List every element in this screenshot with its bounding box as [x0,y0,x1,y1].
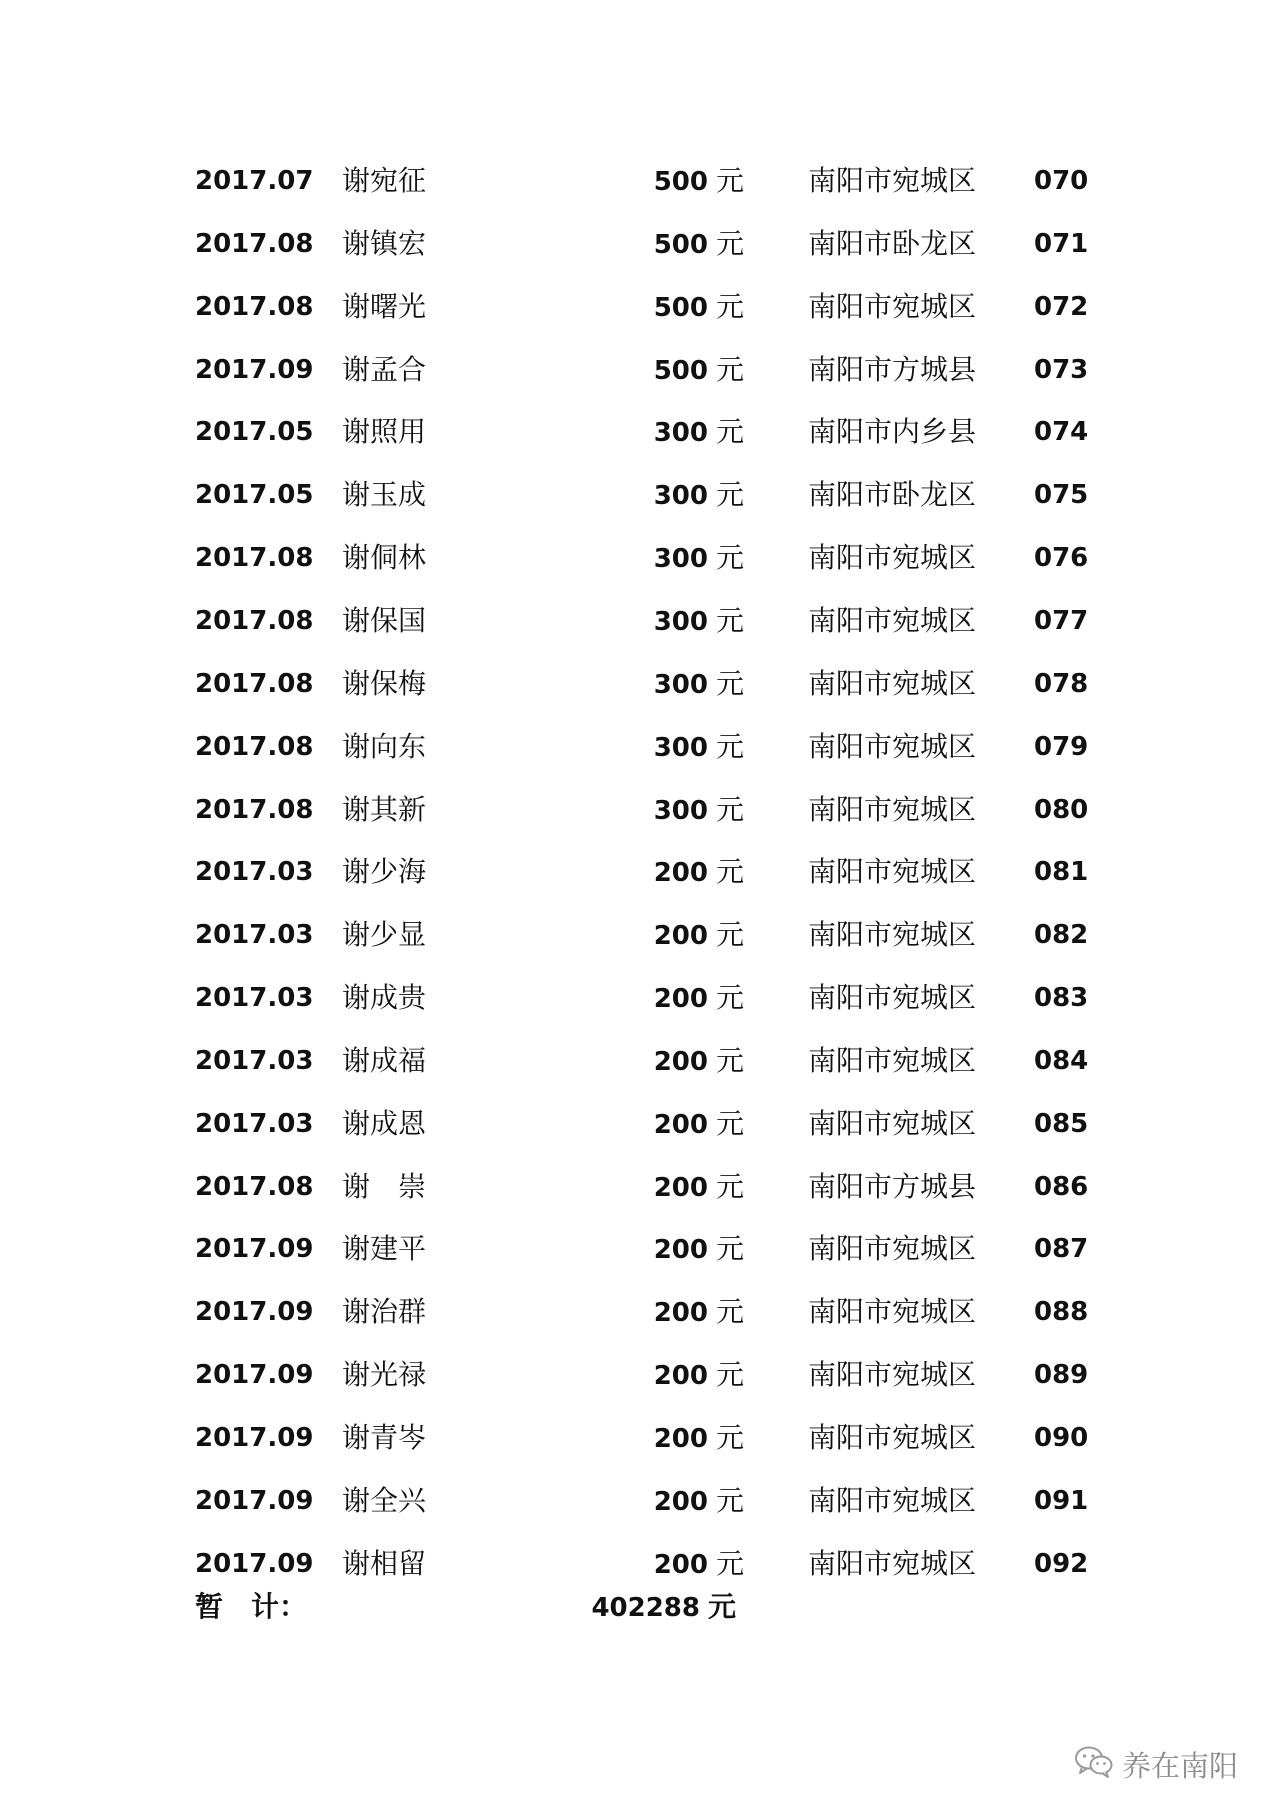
row-amount [560,1041,744,1082]
row-name: 谢建平 [342,1232,427,1265]
row-amount-unit: 元 [715,604,744,637]
row-place: 南阳市方城县 [808,353,977,386]
table-row [0,1481,1280,1521]
table-row [0,224,1280,264]
row-place: 南阳市宛城区 [808,1107,977,1140]
row-place: 南阳市卧龙区 [808,227,977,260]
table-row [0,1355,1280,1395]
row-name: 谢少显 [342,918,427,951]
row-place: 南阳市宛城区 [808,1484,977,1517]
row-amount [560,475,744,516]
row-name: 谢光禄 [342,1358,427,1391]
table-row [0,1167,1280,1207]
row-code: 089 [1034,1360,1089,1390]
row-code: 072 [1034,292,1089,322]
row-date: 2017.08 [195,795,314,825]
row-date: 2017.03 [195,1046,314,1076]
row-place: 南阳市宛城区 [808,164,977,197]
table-row [0,1041,1280,1081]
row-name: 谢成福 [342,1044,427,1077]
row-amount [560,915,744,956]
row-amount-unit: 元 [715,164,744,197]
row-amount-value: 200 [653,984,708,1014]
table-row [0,978,1280,1018]
row-code: 076 [1034,543,1089,573]
row-amount-unit: 元 [715,1170,744,1203]
row-amount-unit: 元 [715,1107,744,1140]
table-row [0,538,1280,578]
row-date: 2017.03 [195,920,314,950]
total-label: 暂 计： [195,1590,308,1623]
row-amount-unit: 元 [715,1232,744,1265]
row-date: 2017.09 [195,1486,314,1516]
row-place: 南阳市宛城区 [808,667,977,700]
row-amount-unit: 元 [715,290,744,323]
row-name: 谢玉成 [342,478,427,511]
total-amount [560,1587,736,1628]
table-row [0,852,1280,892]
row-code: 091 [1034,1486,1089,1516]
row-date: 2017.09 [195,1234,314,1264]
row-date: 2017.09 [195,355,314,385]
row-code: 078 [1034,669,1089,699]
row-date: 2017.07 [195,166,314,196]
table-row [0,664,1280,704]
row-amount [560,1418,744,1459]
row-place: 南阳市卧龙区 [808,478,977,511]
row-date: 2017.09 [195,1549,314,1579]
row-code: 088 [1034,1297,1089,1327]
row-amount-value: 500 [653,230,708,260]
wechat-icon [1074,1745,1114,1783]
row-amount-value: 200 [653,1173,708,1203]
row-amount-unit: 元 [715,793,744,826]
total-row [0,1587,1280,1627]
row-code: 083 [1034,983,1089,1013]
row-name: 谢保梅 [342,667,427,700]
row-date: 2017.08 [195,732,314,762]
row-code: 070 [1034,166,1089,196]
table-row [0,727,1280,767]
row-place: 南阳市宛城区 [808,1232,977,1265]
row-code: 080 [1034,795,1089,825]
row-amount-unit: 元 [715,1547,744,1580]
row-amount-value: 300 [653,670,708,700]
row-amount-value: 200 [653,1550,708,1580]
row-date: 2017.09 [195,1360,314,1390]
row-date: 2017.03 [195,1109,314,1139]
row-amount-unit: 元 [715,981,744,1014]
row-place: 南阳市宛城区 [808,541,977,574]
row-amount [560,1355,744,1396]
table-row [0,1104,1280,1144]
row-date: 2017.03 [195,857,314,887]
row-code: 074 [1034,417,1089,447]
row-code: 081 [1034,857,1089,887]
row-name: 谢镇宏 [342,227,427,260]
row-place: 南阳市宛城区 [808,730,977,763]
row-amount-unit: 元 [715,353,744,386]
row-amount [560,224,744,265]
row-code: 092 [1034,1549,1089,1579]
row-amount-value: 200 [653,921,708,951]
table-row [0,915,1280,955]
row-amount [560,1104,744,1145]
row-name: 谢向东 [342,730,427,763]
row-name: 谢其新 [342,793,427,826]
row-amount-unit: 元 [715,730,744,763]
row-amount [560,1167,744,1208]
row-date: 2017.05 [195,417,314,447]
row-amount [560,161,744,202]
row-place: 南阳市宛城区 [808,793,977,826]
row-date: 2017.03 [195,983,314,1013]
row-code: 077 [1034,606,1089,636]
row-name: 谢青岑 [342,1421,427,1454]
row-code: 090 [1034,1423,1089,1453]
row-code: 073 [1034,355,1089,385]
table-row [0,412,1280,452]
row-name: 谢相留 [342,1547,427,1580]
table-row [0,1418,1280,1458]
row-amount [560,1544,744,1585]
row-code: 084 [1034,1046,1089,1076]
watermark-text: 养在南阳 [1122,1748,1239,1783]
row-amount-value: 200 [653,1487,708,1517]
row-amount-unit: 元 [715,227,744,260]
row-amount-unit: 元 [715,541,744,574]
table-row [0,1544,1280,1584]
row-date: 2017.08 [195,229,314,259]
row-date: 2017.09 [195,1297,314,1327]
row-amount-value: 300 [653,796,708,826]
row-name: 谢治群 [342,1295,427,1328]
row-code: 082 [1034,920,1089,950]
row-amount [560,412,744,453]
total-amount-value: 402288 [591,1593,700,1623]
row-amount-value: 200 [653,1298,708,1328]
row-amount [560,664,744,705]
row-amount-unit: 元 [715,1295,744,1328]
row-code: 075 [1034,480,1089,510]
table-row [0,350,1280,390]
table-row [0,1292,1280,1332]
row-amount-value: 300 [653,544,708,574]
row-amount [560,727,744,768]
row-place: 南阳市宛城区 [808,855,977,888]
row-amount-value: 500 [653,293,708,323]
table-row [0,601,1280,641]
row-amount-value: 300 [653,607,708,637]
table-row [0,1229,1280,1269]
row-amount [560,1229,744,1270]
row-amount-value: 500 [653,167,708,197]
row-place: 南阳市宛城区 [808,1358,977,1391]
row-amount-value: 200 [653,1110,708,1140]
row-name: 谢少海 [342,855,427,888]
row-amount-unit: 元 [715,1484,744,1517]
table-row [0,790,1280,830]
row-date: 2017.08 [195,543,314,573]
row-date: 2017.09 [195,1423,314,1453]
row-amount [560,1292,744,1333]
row-place: 南阳市宛城区 [808,1295,977,1328]
row-place: 南阳市宛城区 [808,1547,977,1580]
row-name: 谢宛征 [342,164,427,197]
row-code: 079 [1034,732,1089,762]
row-name: 谢照用 [342,415,427,448]
row-amount-value: 200 [653,1361,708,1391]
row-code: 071 [1034,229,1089,259]
row-amount [560,852,744,893]
row-place: 南阳市内乡县 [808,415,977,448]
row-date: 2017.05 [195,480,314,510]
row-amount-unit: 元 [715,478,744,511]
row-amount [560,978,744,1019]
row-place: 南阳市宛城区 [808,1421,977,1454]
row-amount-unit: 元 [715,855,744,888]
row-amount [560,538,744,579]
row-amount-value: 200 [653,1424,708,1454]
row-code: 087 [1034,1234,1089,1264]
row-name: 谢 崇 [342,1170,427,1203]
table-row [0,161,1280,201]
row-amount-unit: 元 [715,1421,744,1454]
row-place: 南阳市宛城区 [808,981,977,1014]
row-amount-value: 200 [653,1235,708,1265]
row-date: 2017.08 [195,292,314,322]
row-amount [560,790,744,831]
row-name: 谢曙光 [342,290,427,323]
row-amount [560,1481,744,1522]
row-place: 南阳市宛城区 [808,290,977,323]
row-code: 086 [1034,1172,1089,1202]
row-amount-value: 300 [653,733,708,763]
row-date: 2017.08 [195,1172,314,1202]
row-amount-unit: 元 [715,415,744,448]
total-amount-unit: 元 [707,1590,736,1623]
table-row [0,287,1280,327]
row-amount-unit: 元 [715,1358,744,1391]
row-amount [560,350,744,391]
row-amount-value: 300 [653,481,708,511]
table-row [0,475,1280,515]
row-name: 谢成贵 [342,981,427,1014]
row-place: 南阳市方城县 [808,1170,977,1203]
row-amount-unit: 元 [715,918,744,951]
row-place: 南阳市宛城区 [808,1044,977,1077]
row-amount-unit: 元 [715,667,744,700]
row-name: 谢全兴 [342,1484,427,1517]
row-code: 085 [1034,1109,1089,1139]
row-amount-value: 200 [653,858,708,888]
row-date: 2017.08 [195,669,314,699]
row-amount-value: 300 [653,418,708,448]
row-name: 谢孟合 [342,353,427,386]
row-amount [560,287,744,328]
row-amount-value: 500 [653,356,708,386]
row-place: 南阳市宛城区 [808,604,977,637]
row-amount-unit: 元 [715,1044,744,1077]
row-amount-value: 200 [653,1047,708,1077]
row-name: 谢成恩 [342,1107,427,1140]
row-name: 谢保国 [342,604,427,637]
row-amount [560,601,744,642]
row-date: 2017.08 [195,606,314,636]
watermark [1074,1741,1238,1787]
row-name: 谢侗林 [342,541,427,574]
row-place: 南阳市宛城区 [808,918,977,951]
